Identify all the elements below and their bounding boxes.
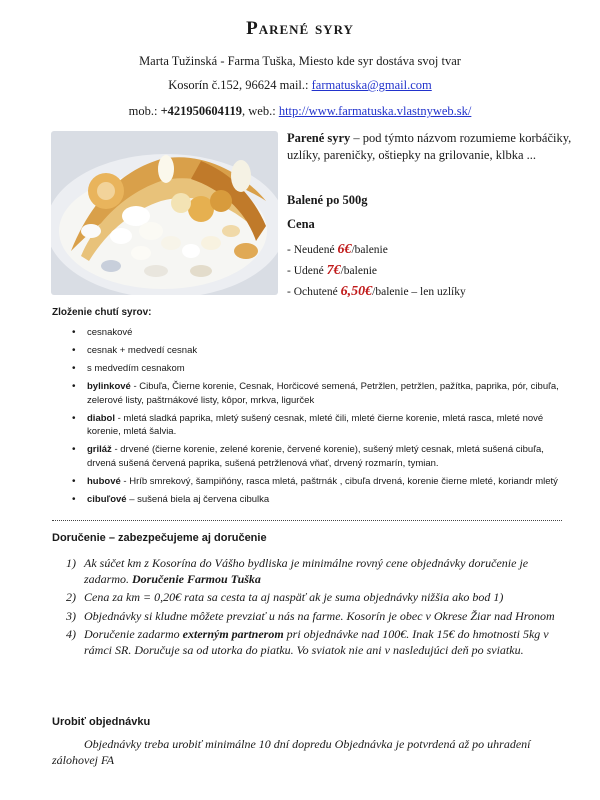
section-divider: [52, 520, 562, 521]
list-item: 4) Doručenie zadarmo externým partnerom pri objednávke nad 100€. Inak 15€ do hmotnosti 5kg v rámci SR. Doručuje sa od utorka do piatku. Vo sviatok nie ani v nasledujúci deň po sviatku.: [66, 627, 549, 657]
list-item: 1) Ak súčet km z Kosorína do Vášho bydliska je minimálne rovný cene objednávky doručenie je zadarmo. Doručenie Farmou Tuška: [66, 556, 529, 586]
web-label: , web.:: [242, 104, 279, 118]
phone-number: +421950604119: [160, 104, 242, 118]
bullet-icon: •: [72, 412, 76, 424]
price-label: - Ochutené: [287, 286, 341, 298]
order-heading: Urobiť objednávku: [52, 716, 151, 728]
delivery-list: [52, 556, 572, 661]
bullet-icon: •: [72, 363, 76, 374]
list-item: 3) Objednávky si kludne môžete prevziať u nás na farme. Kosorín je obec v Okrese Žiar nad Hronom: [66, 608, 555, 623]
intro-text: – pod týmto názvom rozumieme korbáčiky, uzlíky, pareničky, oštiepky na grilovanie, klbka ...: [287, 131, 572, 162]
list-item: • bylinkové - Cibuľa, Čierne korenie, Cesnak, Horčicové semená, Petržlen, petržlen, pažítka, paprika, pór, cibuľa, zelerové listy, paštrnákové listy, kôpor, mrkva, ligurček: [72, 381, 559, 406]
order-text: Objednávky treba urobiť minimálne 10 dní dopredu Objednávka je potvrdená až po uhradení zálohovej FA: [52, 737, 531, 767]
price-unit: /balenie: [351, 244, 388, 256]
price-amount: 6€: [337, 242, 352, 257]
list-item: • hubové - Hríb smrekový, šampiňóny, rasca mletá, paštrnák , cibuľa drvená, korenie čierne mleté, koriandr mletý: [72, 475, 558, 487]
price-unit: /balenie: [340, 265, 377, 277]
cheese-photo: [51, 131, 278, 295]
bullet-icon: •: [72, 345, 76, 356]
flavors-heading: Zloženie chutí syrov:: [52, 307, 152, 318]
intro-paragraph: [287, 130, 587, 164]
page-title: Parené syry: [246, 18, 354, 39]
list-item: • cesnak + medvedí cesnak: [72, 345, 198, 356]
price-row-ochutene: [287, 284, 466, 300]
list-item: • cesnakové: [72, 327, 133, 338]
price-unit: /balenie – len uzlíky: [372, 286, 466, 298]
price-label: - Udené: [287, 265, 327, 277]
intro-lead: Parené syry: [287, 131, 351, 145]
web-link[interactable]: http://www.farmatuska.vlastnyweb.sk/: [278, 104, 472, 118]
email-link[interactable]: farmatuska@gmail.com: [311, 78, 432, 92]
list-item: 2) Cena za km = 0,20€ rata sa cesta ta aj naspäť ak je suma objednávky nižšia ako bod 1): [66, 590, 504, 604]
mob-label: mob.:: [128, 104, 161, 118]
bullet-icon: •: [72, 327, 76, 338]
bullet-icon: •: [72, 475, 76, 487]
price-heading: Cena: [287, 217, 315, 231]
price-row-neudene: [287, 242, 388, 258]
bullet-icon: •: [72, 444, 76, 455]
address-line: [0, 78, 600, 93]
farm-info-line: Marta Tužinská - Farma Tuška, Miesto kde syr dostáva svoj tvar: [139, 54, 461, 68]
list-item: • griláž - drvené (čierne korenie, zelené korenie, červené korenie), sušený mletý cesnak, mletá sušená cibuľa, drvená sušená červená paprika, sušená petržlenová vňať, drvený rozmarín, tymian.: [72, 444, 544, 469]
contact-line: [0, 104, 600, 119]
price-label: - Neudené: [287, 244, 338, 256]
cheese-platter-image: [51, 131, 278, 295]
list-item: • cibuľové – sušená biela aj červena cibulka: [72, 493, 270, 505]
delivery-heading: Doručenie – zabezpečujeme aj doručenie: [52, 532, 267, 544]
package-size: Balené po 500g: [287, 193, 368, 207]
flavors-list: [52, 326, 572, 511]
list-item: • s medvedím cesnakom: [72, 363, 185, 374]
bullet-icon: •: [72, 381, 76, 392]
price-amount: 6,50€: [340, 284, 373, 299]
price-amount: 7€: [326, 263, 341, 278]
bullet-icon: •: [72, 493, 76, 505]
address-text: Kosorín č.152, 96624 mail.:: [168, 78, 312, 92]
list-item: • diabol - mletá sladká paprika, mletý sušený cesnak, mleté čili, mleté čierne korenie, mletá rasca, mleté nové korenie, mletá šalvia.: [72, 412, 544, 437]
price-row-udene: [287, 263, 377, 279]
